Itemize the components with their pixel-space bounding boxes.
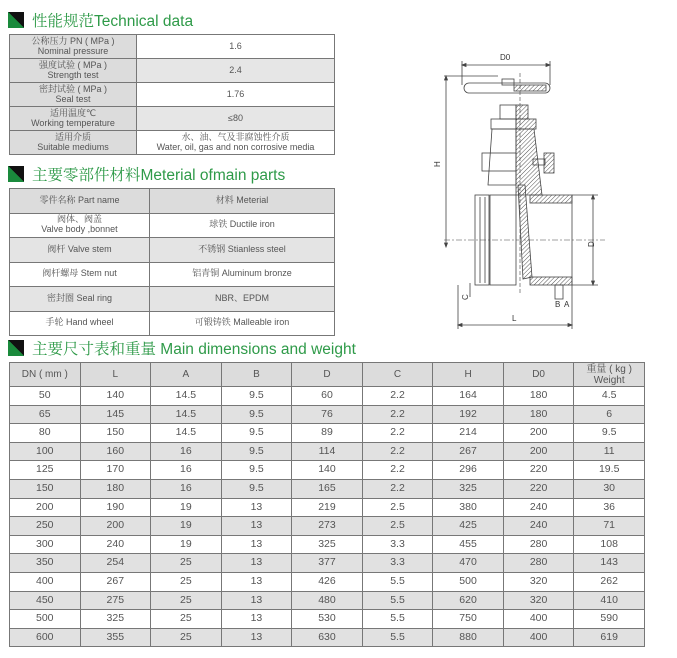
spec-label: 强度试验 ( MPa ) Strength test — [10, 59, 137, 83]
spec-value: 2.4 — [137, 59, 335, 83]
materials-header-row — [10, 189, 335, 214]
dimensions-row — [10, 442, 645, 461]
col-b: B — [221, 363, 292, 387]
dimensions-header-row — [10, 363, 645, 387]
dimensions-row — [10, 572, 645, 591]
material-value: 球铁 Ductile iron — [150, 213, 335, 238]
dimension-cell: 13 — [221, 610, 292, 629]
dimension-cell: 200 — [80, 517, 151, 536]
dimension-cell: 13 — [221, 572, 292, 591]
material-header: 材料 Meterial — [150, 189, 335, 214]
dimension-cell: 114 — [292, 442, 363, 461]
dimension-cell: 590 — [574, 610, 645, 629]
dimension-cell: 410 — [574, 591, 645, 610]
technical-row — [10, 107, 335, 131]
technical-row — [10, 59, 335, 83]
spec-label: 适用介质 Suitable mediums — [10, 131, 137, 155]
dimensions-row — [10, 479, 645, 498]
dimension-cell: 25 — [151, 554, 222, 573]
material-value: NBR、EPDM — [150, 287, 335, 312]
dimension-cell: 140 — [292, 461, 363, 480]
dimension-cell: 13 — [221, 628, 292, 647]
col-h: H — [433, 363, 504, 387]
dimension-cell: 170 — [80, 461, 151, 480]
dimension-cell: 9.5 — [574, 424, 645, 443]
dimension-cell: 2.5 — [362, 498, 433, 517]
col-a: A — [151, 363, 222, 387]
dimension-cell: 630 — [292, 628, 363, 647]
dimension-cell: 9.5 — [221, 387, 292, 406]
col-l: L — [80, 363, 151, 387]
section-marker-icon — [8, 340, 24, 356]
dimension-cell: 325 — [80, 610, 151, 629]
dimension-cell: 620 — [433, 591, 504, 610]
gate-valve-diagram — [430, 45, 620, 335]
dimension-cell: 19 — [151, 535, 222, 554]
dimension-cell: 619 — [574, 628, 645, 647]
dimension-cell: 4.5 — [574, 387, 645, 406]
dimension-cell: 13 — [221, 554, 292, 573]
dimension-cell: 6 — [574, 405, 645, 424]
dimension-cell: 240 — [503, 517, 574, 536]
material-row — [10, 311, 335, 336]
dimension-cell: 380 — [433, 498, 504, 517]
dimension-cell: 426 — [292, 572, 363, 591]
col-weight: 重量 ( kg ) Weight — [574, 363, 645, 387]
spec-value: 1.6 — [137, 35, 335, 59]
dimensions-row — [10, 628, 645, 647]
dimension-cell: 165 — [292, 479, 363, 498]
dimension-cell: 325 — [433, 479, 504, 498]
dimension-cell: 25 — [151, 591, 222, 610]
dimension-cell: 16 — [151, 461, 222, 480]
dimension-cell: 13 — [221, 498, 292, 517]
technical-data-heading: 性能规范Technical data — [8, 10, 193, 30]
dimension-cell: 219 — [292, 498, 363, 517]
spec-label: 密封试验 ( MPa ) Seal test — [10, 83, 137, 107]
dimension-cell: 500 — [433, 572, 504, 591]
dimension-cell: 300 — [10, 535, 81, 554]
part-name: 阀杆螺母 Stem nut — [10, 262, 150, 287]
dimension-cell: 280 — [503, 535, 574, 554]
dimensions-row — [10, 591, 645, 610]
part-name: 阀体、阀盖 Valve body ,bonnet — [10, 213, 150, 238]
part-name: 手轮 Hand wheel — [10, 311, 150, 336]
part-name: 密封圈 Seal ring — [10, 287, 150, 312]
dimension-cell: 5.5 — [362, 591, 433, 610]
material-value: 不锈钢 Stianless steel — [150, 238, 335, 263]
dimension-cell: 2.2 — [362, 461, 433, 480]
section-marker-icon — [8, 12, 24, 28]
dimension-cell: 180 — [503, 405, 574, 424]
dimension-cell: 400 — [10, 572, 81, 591]
dimensions-row — [10, 498, 645, 517]
dimension-cell: 89 — [292, 424, 363, 443]
dimension-cell: 192 — [433, 405, 504, 424]
dimension-cell: 30 — [574, 479, 645, 498]
dimension-cell: 11 — [574, 442, 645, 461]
spec-value: 1.76 — [137, 83, 335, 107]
dimension-cell: 9.5 — [221, 405, 292, 424]
dimension-cell: 325 — [292, 535, 363, 554]
dimension-cell: 13 — [221, 517, 292, 536]
dimension-cell: 500 — [10, 610, 81, 629]
dimension-cell: 14.5 — [151, 387, 222, 406]
dimension-cell: 13 — [221, 535, 292, 554]
dimension-cell: 275 — [80, 591, 151, 610]
dimension-cell: 180 — [80, 479, 151, 498]
dimension-cell: 400 — [503, 610, 574, 629]
dimension-cell: 280 — [503, 554, 574, 573]
dimension-cell: 13 — [221, 591, 292, 610]
dimension-cell: 5.5 — [362, 628, 433, 647]
dimension-cell: 470 — [433, 554, 504, 573]
dimension-cell: 750 — [433, 610, 504, 629]
dimension-cell: 2.2 — [362, 424, 433, 443]
dimension-cell: 140 — [80, 387, 151, 406]
dimension-cell: 16 — [151, 479, 222, 498]
dimension-cell: 296 — [433, 461, 504, 480]
dimension-cell: 25 — [151, 610, 222, 629]
dimension-cell: 190 — [80, 498, 151, 517]
dimension-cell: 150 — [10, 479, 81, 498]
dimension-cell: 71 — [574, 517, 645, 536]
dimension-cell: 250 — [10, 517, 81, 536]
dimension-cell: 262 — [574, 572, 645, 591]
col-d: D — [292, 363, 363, 387]
dimension-cell: 530 — [292, 610, 363, 629]
dimensions-row — [10, 535, 645, 554]
section-marker-icon — [8, 166, 24, 182]
material-row — [10, 238, 335, 263]
dimension-cell: 455 — [433, 535, 504, 554]
dimension-cell: 19.5 — [574, 461, 645, 480]
dimension-cell: 480 — [292, 591, 363, 610]
dimension-cell: 164 — [433, 387, 504, 406]
dimension-cell: 150 — [80, 424, 151, 443]
dimension-cell: 19 — [151, 517, 222, 536]
part-name: 阀杆 Valve stem — [10, 238, 150, 263]
dimension-cell: 200 — [10, 498, 81, 517]
material-row — [10, 287, 335, 312]
label-c: C — [461, 294, 470, 300]
dimensions-row — [10, 405, 645, 424]
dimension-cell: 80 — [10, 424, 81, 443]
dimension-cell: 214 — [433, 424, 504, 443]
label-d: D — [587, 241, 596, 247]
dimension-cell: 60 — [292, 387, 363, 406]
dimension-cell: 50 — [10, 387, 81, 406]
materials-heading: 主要零部件材料Meterial ofmain parts — [8, 164, 285, 184]
dimension-cell: 377 — [292, 554, 363, 573]
technical-row — [10, 83, 335, 107]
dimensions-table — [9, 362, 645, 647]
spec-value: 水、油、气及非腐蚀性介质 Water, oil, gas and non corrosive media — [137, 131, 335, 155]
col-dn: DN ( mm ) — [10, 363, 81, 387]
dimension-cell: 9.5 — [221, 479, 292, 498]
col-c: C — [362, 363, 433, 387]
dimension-cell: 240 — [80, 535, 151, 554]
technical-row — [10, 131, 335, 155]
materials-table — [9, 188, 335, 336]
col-d0: D0 — [503, 363, 574, 387]
dimension-cell: 450 — [10, 591, 81, 610]
material-row — [10, 213, 335, 238]
dimension-cell: 400 — [503, 628, 574, 647]
dimension-cell: 180 — [503, 387, 574, 406]
dimension-cell: 25 — [151, 572, 222, 591]
label-l: L — [512, 314, 517, 323]
dimension-cell: 2.5 — [362, 517, 433, 536]
dimension-cell: 19 — [151, 498, 222, 517]
dimension-cell: 25 — [151, 628, 222, 647]
dimension-cell: 145 — [80, 405, 151, 424]
dimension-cell: 160 — [80, 442, 151, 461]
dimension-cell: 2.2 — [362, 405, 433, 424]
dimension-cell: 76 — [292, 405, 363, 424]
dimension-cell: 5.5 — [362, 610, 433, 629]
dimension-cell: 36 — [574, 498, 645, 517]
label-d0: D0 — [500, 53, 511, 62]
part-name-header: 零件名称 Part name — [10, 189, 150, 214]
dimension-cell: 3.3 — [362, 554, 433, 573]
dimensions-heading: 主要尺寸表和重量 Main dimensions and weight — [8, 338, 356, 358]
dimension-cell: 880 — [433, 628, 504, 647]
dimension-cell: 9.5 — [221, 442, 292, 461]
dimension-cell: 3.3 — [362, 535, 433, 554]
dimension-cell: 108 — [574, 535, 645, 554]
technical-row — [10, 35, 335, 59]
spec-value: ≤80 — [137, 107, 335, 131]
label-b: B — [555, 300, 561, 309]
dimensions-row — [10, 424, 645, 443]
material-row — [10, 262, 335, 287]
dimension-cell: 200 — [503, 424, 574, 443]
technical-data-table — [9, 34, 335, 155]
dimension-cell: 220 — [503, 479, 574, 498]
dimension-cell: 273 — [292, 517, 363, 536]
dimension-cell: 2.2 — [362, 479, 433, 498]
dimension-cell: 14.5 — [151, 424, 222, 443]
dimension-cell: 2.2 — [362, 442, 433, 461]
dimension-cell: 600 — [10, 628, 81, 647]
dimension-cell: 16 — [151, 442, 222, 461]
dimension-cell: 65 — [10, 405, 81, 424]
dimension-cell: 240 — [503, 498, 574, 517]
spec-label: 公称压力 PN ( MPa ) Nominal pressure — [10, 35, 137, 59]
dimension-cell: 2.2 — [362, 387, 433, 406]
spec-label: 适用温度℃ Working temperature — [10, 107, 137, 131]
material-value: 铝青铜 Aluminum bronze — [150, 262, 335, 287]
dimension-cell: 100 — [10, 442, 81, 461]
dimension-cell: 267 — [80, 572, 151, 591]
dimension-cell: 320 — [503, 572, 574, 591]
dimension-cell: 220 — [503, 461, 574, 480]
dimension-cell: 9.5 — [221, 424, 292, 443]
dimension-cell: 350 — [10, 554, 81, 573]
dimension-cell: 355 — [80, 628, 151, 647]
dimension-cell: 267 — [433, 442, 504, 461]
dimension-cell: 5.5 — [362, 572, 433, 591]
dimension-cell: 125 — [10, 461, 81, 480]
dimension-cell: 254 — [80, 554, 151, 573]
material-value: 可锻铸铁 Malleable iron — [150, 311, 335, 336]
label-h: H — [433, 161, 442, 167]
dimension-cell: 320 — [503, 591, 574, 610]
dimension-cell: 14.5 — [151, 405, 222, 424]
dimensions-row — [10, 610, 645, 629]
dimensions-row — [10, 554, 645, 573]
dimensions-row — [10, 461, 645, 480]
dimension-cell: 143 — [574, 554, 645, 573]
dimensions-row — [10, 517, 645, 536]
dimensions-row — [10, 387, 645, 406]
dimension-cell: 9.5 — [221, 461, 292, 480]
dimension-cell: 200 — [503, 442, 574, 461]
dimension-cell: 425 — [433, 517, 504, 536]
label-a: A — [564, 300, 570, 309]
